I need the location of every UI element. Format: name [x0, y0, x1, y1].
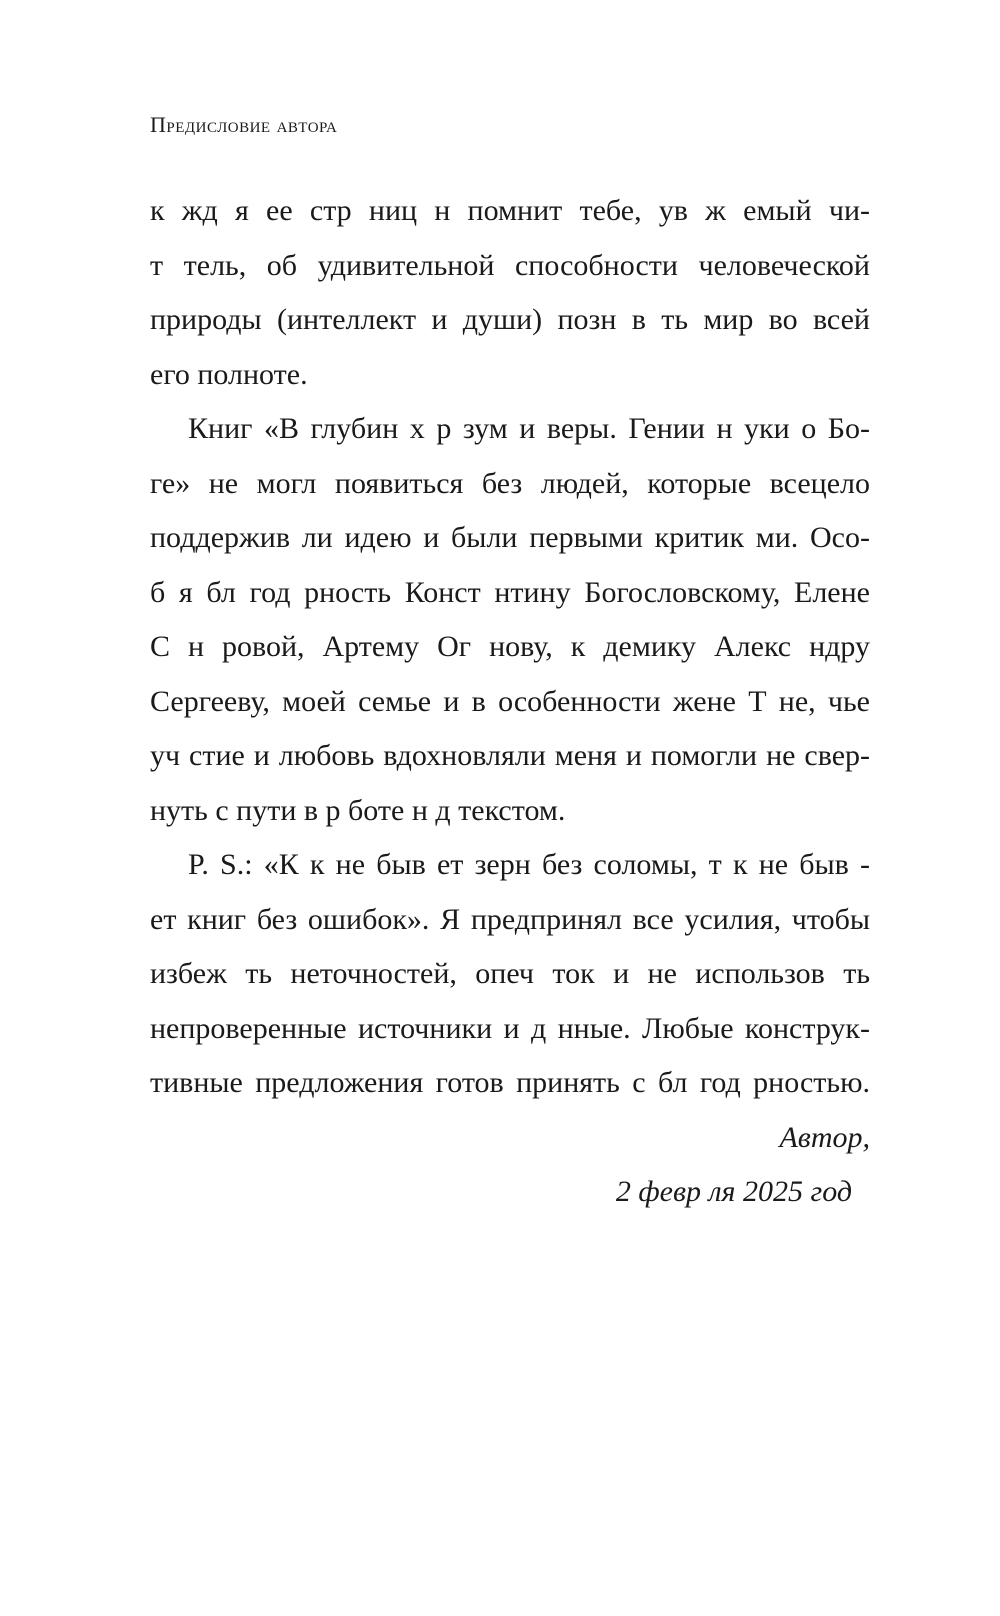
text-line: Сергееву, моей семье и в особенности жене Т не, чье — [150, 684, 870, 718]
signature-author: Автор, — [779, 1120, 870, 1154]
text-line: Книг «В глубин х р зум и веры. Гении н уки о Бо- — [188, 412, 870, 445]
signature-date: 2 февр ля 2025 год — [615, 1175, 852, 1208]
text-line: т тель, об удивительной способности человеческой — [150, 248, 870, 282]
text-line: б я бл год рность Конст нтину Богословскому, Елене — [150, 575, 870, 609]
text-line: к жд я ее стр ниц н помнит тебе, ув ж емый чи- — [150, 194, 870, 227]
text-line: ет книг без ошибок». Я предпринял все усилия, чтобы — [150, 902, 870, 936]
running-head: Предисловие автора — [150, 112, 338, 137]
text-line: уч стие и любовь вдохновляли меня и помогли не свер- — [150, 739, 870, 772]
text-line: P. S.: «К к не быв ет зерн без соломы, т к не быв - — [188, 848, 870, 881]
text-line: природы (интеллект и души) позн в ть мир во всей — [150, 303, 870, 336]
text-line: С н ровой, Артему Ог нову, к демику Алекс ндру — [150, 630, 870, 663]
text-line: ге» не могл появиться без людей, которые всецело — [150, 466, 870, 500]
text-line: его полноте. — [150, 357, 308, 391]
text-line: избеж ть неточностей, опеч ток и не использов ть — [150, 957, 870, 990]
text-line: поддержив ли идею и были первыми критик ми. Осо- — [150, 521, 870, 554]
text-line: непроверенные источники и д нные. Любые конструк- — [150, 1011, 870, 1045]
text-line: нуть с пути в р боте н д текстом. — [150, 793, 566, 827]
body-text — [150, 184, 870, 1220]
text-line: тивные предложения готов принять с бл год рностью. — [150, 1066, 870, 1099]
